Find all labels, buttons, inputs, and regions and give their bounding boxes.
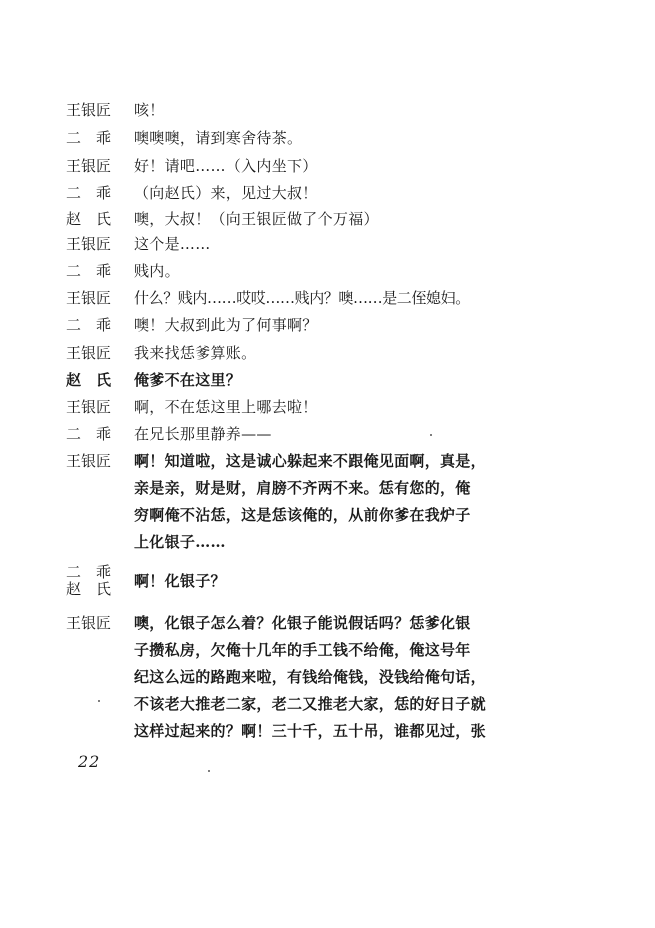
speech-continuation <box>0 640 655 664</box>
scan-speck <box>98 700 100 702</box>
speech-continuation <box>0 721 655 745</box>
dialogue-line <box>0 397 655 421</box>
dialogue-line <box>0 261 655 285</box>
speaker-name: 二 乖 <box>66 184 112 202</box>
scan-speck <box>430 434 432 436</box>
speaker-name: 王银匠 <box>66 157 112 175</box>
speaker-name: 二 乖 <box>66 262 112 280</box>
speaker-name: 赵 氏 <box>66 210 112 228</box>
dialogue-line <box>0 424 655 448</box>
speech-text: 什么？贱内……哎哎……贱内？噢……是二侄媳妇。 <box>134 289 470 307</box>
speech-text: 咳！ <box>134 101 165 119</box>
speech-text: （向赵氏）来，见过大叔！ <box>134 184 318 202</box>
dialogue-line <box>0 100 655 124</box>
speech-text: 噢噢噢，请到寒舍待茶。 <box>134 129 303 147</box>
speech-text: 穷啊俺不沾恁，这是恁该俺的，从前你爹在我炉子 <box>134 506 471 524</box>
speaker-name: 王银匠 <box>66 614 112 632</box>
dialogue-line <box>0 451 655 475</box>
speech-text: 好！请吧……（入内坐下） <box>134 157 318 175</box>
dialogue-line <box>0 370 655 394</box>
scan-speck <box>208 770 210 772</box>
speaker-name-bottom: 赵 氏 <box>66 580 112 598</box>
speaker-name: 王银匠 <box>66 344 112 362</box>
speech-continuation <box>0 478 655 502</box>
speaker-name: 赵 氏 <box>66 371 112 389</box>
speech-text: 纪这么远的路跑来啦，有钱给俺钱，没钱给俺句话， <box>134 668 486 686</box>
dialogue-line <box>0 234 655 258</box>
speech-text: 噢，大叔！（向王银匠做了个万福） <box>134 210 379 228</box>
dialogue-line <box>0 315 655 339</box>
dialogue-line <box>0 128 655 152</box>
speaker-name: 二 乖 <box>66 425 112 443</box>
page-number: 22 <box>78 752 101 771</box>
speaker-name: 王银匠 <box>66 101 112 119</box>
speech-continuation <box>0 505 655 529</box>
speech-text: 这个是…… <box>134 235 211 253</box>
dialogue-line <box>0 288 655 312</box>
dialogue-line <box>0 571 655 595</box>
dialogue-line <box>0 343 655 367</box>
speech-continuation <box>0 532 655 556</box>
speech-text: 亲是亲，财是财，肩膀不齐两不来。恁有您的，俺 <box>134 479 471 497</box>
speaker-name: 王银匠 <box>66 398 112 416</box>
speaker-name: 王银匠 <box>66 452 112 470</box>
speaker-name: 二 乖 <box>66 316 112 334</box>
speech-text: 噢，化银子怎么着？化银子能说假话吗？恁爹化银 <box>134 614 471 632</box>
dialogue-line <box>0 156 655 180</box>
dialogue-line <box>0 613 655 637</box>
dialogue-line <box>0 209 655 233</box>
speaker-name-top: 二 乖 <box>66 563 112 581</box>
speech-text: 在兄长那里静养—— <box>134 425 272 443</box>
speaker-name: 二 乖 <box>66 129 112 147</box>
speech-continuation <box>0 694 655 718</box>
speaker-name: 王银匠 <box>66 289 112 307</box>
speech-text: 噢！大叔到此为了何事啊？ <box>134 316 318 334</box>
speech-text: 贱内。 <box>134 262 180 280</box>
speech-text: 我来找恁爹算账。 <box>134 344 257 362</box>
speaker-name: 王银匠 <box>66 235 112 253</box>
speech-text: 上化银子…… <box>134 533 226 551</box>
speech-text: 啊，不在恁这里上哪去啦！ <box>134 398 318 416</box>
speech-text: 这样过起来的？啊！三十千，五十吊，谁都见过，张 <box>134 722 486 740</box>
dialogue-line <box>0 183 655 207</box>
speech-continuation <box>0 667 655 691</box>
speech-text: 啊！化银子？ <box>134 572 226 590</box>
speech-text: 俺爹不在这里？ <box>134 371 242 389</box>
speech-text: 子攒私房，欠俺十几年的手工钱不给俺，俺这号年 <box>134 641 471 659</box>
speech-text: 啊！知道啦，这是诚心躲起来不跟俺见面啊，真是， <box>134 452 486 470</box>
speech-text: 不该老大推老二家，老二又推老大家，恁的好日子就 <box>134 695 486 713</box>
